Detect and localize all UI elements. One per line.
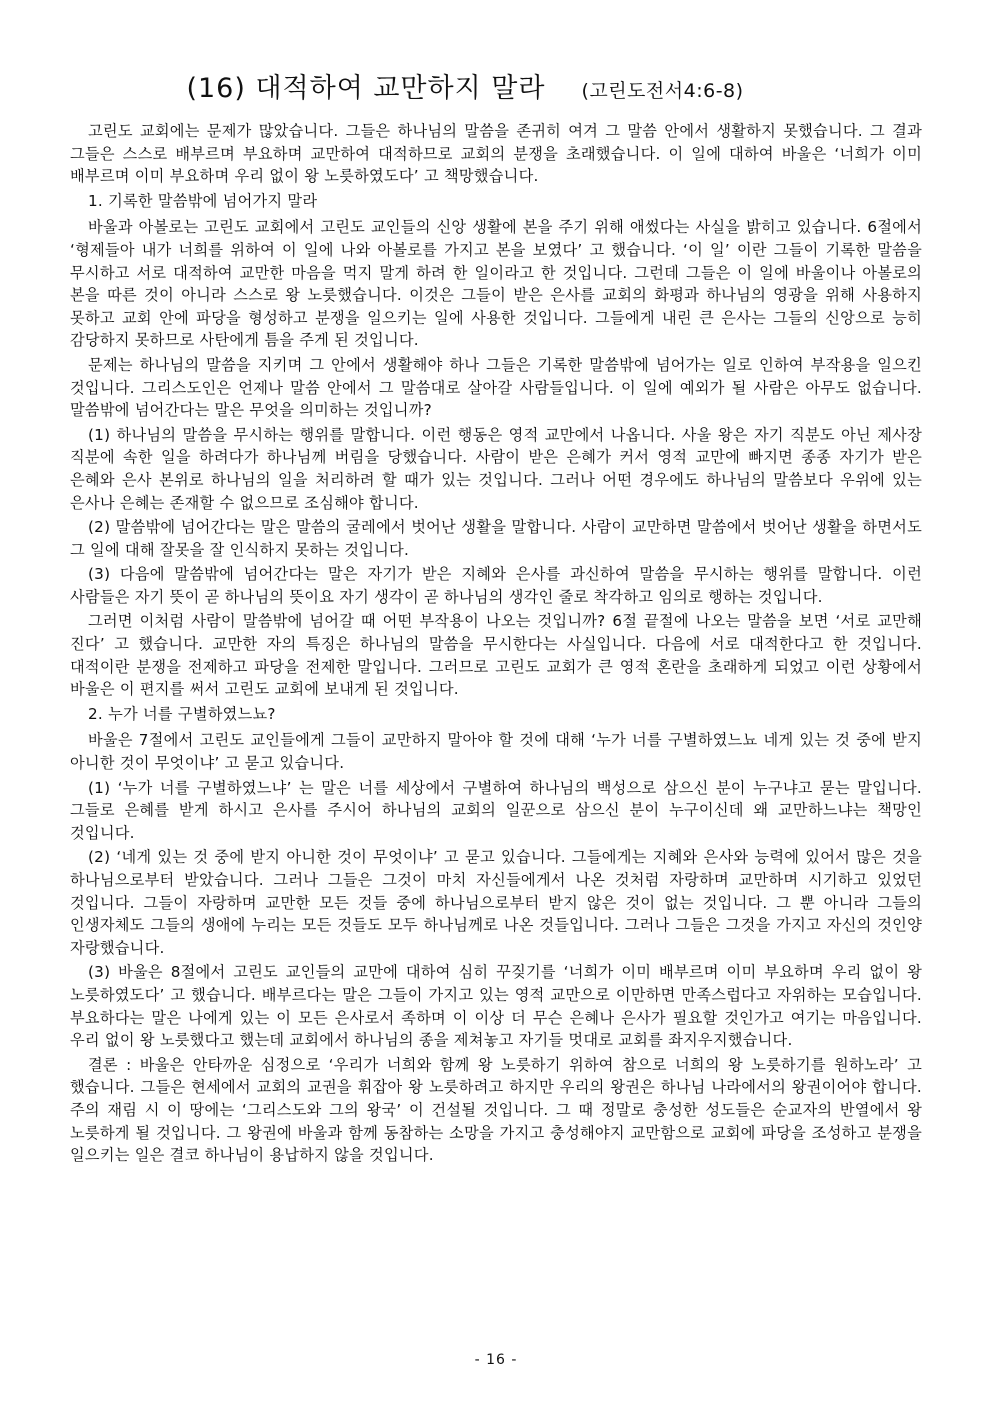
title-scripture-reference: (고린도전서4:6-8)	[581, 80, 744, 102]
section-heading-1: 1. 기록한 말씀밖에 넘어가지 말라	[88, 191, 318, 210]
section-heading-2: 2. 누가 너를 구별하였느뇨?	[88, 704, 276, 723]
body-text	[70, 120, 922, 1169]
page-number: - 16 -	[474, 1352, 518, 1368]
paragraph-point-2: (2) 말씀밖에 넘어간다는 말은 말씀의 굴레에서 벗어난 생활을 말합니다. 사람이 교만하면 말씀에서 벗어난 생활을 하면서도 그 일에 대해 잘못을 잘 인식하지 못하는 것입니다.	[70, 518, 922, 559]
paragraph-point-3: (3) 바울은 8절에서 고린도 교인들의 교만에 대하여 심히 꾸짖기를 ‘너희가 이미 배부르며 이미 부요하며 우리 없이 왕 노릇하였도다’ 고 했습니다. 배부르다는 말은 그들이 가지고 있는 영적 교만으로 이만하면 만족스럽다고 자위하는 모습입니다. 부요하다는 말은 나에게 있는 이 모든 은사로서 족하며 이 이상 더 무슨 은혜나 은사가 필요할 것인가고 여기는 마음입니다. 우리 없이 왕 노릇했다고 했는데 교회에서 하나님의 종을 제쳐놓고 자기들 멋대로 교회를 좌지우지했습니다.	[70, 963, 922, 1050]
paragraph: 문제는 하나님의 말씀을 지키며 그 안에서 생활해야 하나 그들은 기록한 말씀밖에 넘어가는 일로 인하여 부작용을 일으킨 것입니다. 그리스도인은 언제나 말씀 안에서 그 말씀대로 살아갈 사람들입니다. 이 일에 예외가 될 사람은 아무도 없습니다. 말씀밖에 넘어간다는 말은 무엇을 의미하는 것입니까?	[70, 355, 922, 420]
paragraph-conclusion: 결론 : 바울은 안타까운 심정으로 ‘우리가 너희와 함께 왕 노릇하기 위하여 참으로 너희의 왕 노릇하기를 원하노라’ 고 했습니다. 그들은 현세에서 교회의 교권을 휘잡아 왕 노릇하려고 하지만 우리의 왕권은 하나님 나라에서의 왕권이어야 합니다. 주의 재림 시 이 땅에는 ‘그리스도와 그의 왕국’ 이 건설될 것입니다. 그 때 정말로 충성한 성도들은 순교자의 반열에서 왕 노릇하게 될 것입니다. 그 왕권에 바울과 함께 동참하는 소망을 가지고 충성해야지 교만함으로 교회에 파당을 조성하고 분쟁을 일으키는 일은 결코 하나님이 용납하지 않을 것입니다.	[70, 1055, 922, 1165]
paragraph-point-1: (1) 하나님의 말씀을 무시하는 행위를 말합니다. 이런 행동은 영적 교만에서 나옵니다. 사울 왕은 자기 직분도 아닌 제사장 직분에 속한 일을 하려다가 하나님께 버림을 당했습니다. 사람이 받은 은혜가 커서 영적 교만에 빠지면 종종 자기가 받은 은혜와 은사 본위로 하나님의 일을 처리하려 할 때가 있는 것입니다. 그러나 어떤 경우에도 하나님의 말씀보다 우위에 있는 은사나 은혜는 존재할 수 없으므로 조심해야 합니다.	[70, 425, 922, 512]
paragraph-point-3: (3) 다음에 말씀밖에 넘어간다는 말은 자기가 받은 지혜와 은사를 과신하여 말씀을 무시하는 행위를 말합니다. 이런 사람들은 자기 뜻이 곧 하나님의 뜻이요 자기 생각이 곧 하나님의 생각인 줄로 착각하고 임의로 행하는 것입니다.	[70, 565, 922, 606]
page-title	[0, 66, 930, 105]
paragraph: 바울과 아볼로는 고린도 교회에서 고린도 교인들의 신앙 생활에 본을 주기 위해 애썼다는 사실을 밝히고 있습니다. 6절에서 ‘형제들아 내가 너희를 위하여 이 일에 나와 아볼로를 가지고 본을 보였다’ 고 했습니다. ‘이 일’ 이란 그들이 기록한 말씀을 무시하고 서로 대적하여 교만한 마음을 먹지 말게 하려 한 일이라고 한 것입니다. 그런데 그들은 이 일에 바울이나 아볼로의 본을 따른 것이 아니라 스스로 왕 노릇했습니다. 이것은 그들이 받은 은사를 교회의 화평과 하나님의 영광을 위해 사용하지 못하고 교회 안에 파당을 형성하고 분쟁을 일으키는 일에 사용한 것입니다. 그들에게 내린 큰 은사는 그들의 신앙으로 능히 감당하지 못하므로 사탄에게 틈을 주게 된 것입니다.	[70, 218, 922, 350]
paragraph-point-1: (1) ‘누가 너를 구별하였느냐’ 는 말은 너를 세상에서 구별하여 하나님의 백성으로 삼으신 분이 누구냐고 묻는 말입니다. 그들로 은혜를 받게 하시고 은사를 주시어 하나님의 교회의 일꾼으로 삼으신 분이 누구이신데 왜 교만하느냐는 책망인 것입니다.	[70, 778, 922, 842]
paragraph-intro: 고린도 교회에는 문제가 많았습니다. 그들은 하나님의 말씀을 존귀히 여겨 그 말씀 안에서 생활하지 못했습니다. 그 결과 그들은 스스로 배부르며 부요하며 교만하여 대적하므로 교회의 분쟁을 초래했습니다. 이 일에 대하여 바울은 ‘너희가 이미 배부르며 이미 부요하며 우리 없이 왕 노릇하였도다’ 고 책망했습니다.	[70, 122, 922, 186]
paragraph: 바울은 7절에서 고린도 교인들에게 그들이 교만하지 말아야 할 것에 대해 ‘누가 너를 구별하였느뇨 네게 있는 것 중에 받지 아니한 것이 무엇이냐’ 고 묻고 있습니다.	[70, 731, 922, 773]
paragraph-point-2: (2) ‘네게 있는 것 중에 받지 아니한 것이 무엇이냐’ 고 묻고 있습니다. 그들에게는 지혜와 은사와 능력에 있어서 많은 것을 하나님으로부터 받았습니다. 그러나 그들은 그것이 마치 자신들에게서 나온 것처럼 자랑하며 교만하며 시기하고 있었던 것입니다. 그들이 자랑하며 교만한 모든 것들 중에 하나님으로부터 받지 않은 것이 없는 것입니다. 그 뿐 아니라 그들의 인생자체도 그들의 생애에 누리는 모든 것들도 모두 하나님께로 나온 것들입니다. 그러나 그들은 그것을 가지고 자신의 것인양 자랑했습니다.	[70, 848, 922, 957]
title-main: (16) 대적하여 교만하지 말라	[186, 73, 546, 104]
paragraph: 그러면 이처럼 사람이 말씀밖에 넘어갈 때 어떤 부작용이 나오는 것입니까? 6절 끝절에 나오는 말씀을 보면 ‘서로 교만해 진다’ 고 했습니다. 교만한 자의 특징은 하나님의 말씀을 무시한다는 사실입니다. 다음에 서로 대적한다고 한 것입니다. 대적이란 분쟁을 전제하고 파당을 전제한 말입니다. 그러므로 고린도 교회가 큰 영적 혼란을 초래하게 되었고 이런 상황에서 바울은 이 편지를 써서 고린도 교회에 보내게 된 것입니다.	[70, 612, 922, 699]
